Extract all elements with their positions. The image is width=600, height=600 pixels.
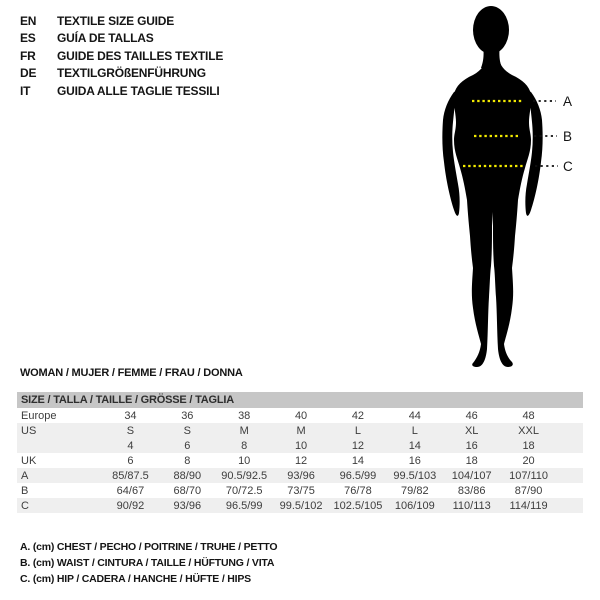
table-row <box>17 423 583 438</box>
table-cell: 34 <box>124 409 137 422</box>
row-label: Europe <box>21 409 57 422</box>
measure-label-a: A <box>563 94 573 109</box>
table-cell: 18 <box>465 454 478 467</box>
row-label: UK <box>21 454 37 467</box>
table-cell: 6 <box>184 439 191 452</box>
table-cell: S <box>126 424 135 437</box>
row-label: US <box>21 424 37 437</box>
table-cell: 90/92 <box>116 499 145 512</box>
table-cell: 10 <box>238 454 251 467</box>
language-row <box>20 83 223 100</box>
table-cell: 64/67 <box>116 484 145 497</box>
table-row <box>17 438 583 453</box>
size-table <box>17 392 583 513</box>
measure-legend-line: A. (cm) CHEST / PECHO / POITRINE / TRUHE / PETTO <box>20 541 278 553</box>
table-cell: 12 <box>351 439 365 452</box>
group-title: WOMAN / MUJER / FEMME / FRAU / DONNA <box>20 367 243 379</box>
table-cell: 70/72.5 <box>225 484 263 497</box>
woman-silhouette-figure <box>392 2 600 370</box>
table-cell: S <box>183 424 191 437</box>
table-cell: M <box>239 424 249 437</box>
table-cell: 48 <box>522 409 535 422</box>
table-cell: 6 <box>127 454 134 467</box>
language-code: FR <box>20 48 36 63</box>
table-cell: 12 <box>294 454 308 467</box>
table-row <box>17 453 583 468</box>
table-cell: 36 <box>181 409 194 422</box>
table-cell: XL <box>464 424 479 437</box>
row-label: B <box>21 484 29 497</box>
table-row <box>17 408 583 423</box>
table-cell: 16 <box>465 439 478 452</box>
table-cell: 96.5/99 <box>225 499 263 512</box>
table-row <box>17 483 583 498</box>
language-code: EN <box>20 14 37 28</box>
table-cell: 46 <box>465 409 478 422</box>
language-title: TEXTILE SIZE GUIDE <box>57 14 175 28</box>
table-cell: 20 <box>522 454 535 467</box>
language-title: GUIDE DES TAILLES TEXTILE <box>57 48 224 63</box>
language-row <box>20 65 223 82</box>
table-row <box>17 468 583 483</box>
table-cell: 10 <box>294 439 308 452</box>
table-cell: 73/75 <box>287 484 315 497</box>
woman-silhouette-icon <box>392 2 600 370</box>
language-row <box>20 13 223 30</box>
language-row <box>20 48 223 65</box>
table-cell: 104/107 <box>451 469 492 482</box>
table-cell: 79/82 <box>401 484 429 497</box>
language-row <box>20 30 223 47</box>
row-label: C <box>21 499 29 512</box>
table-cell: 99.5/102 <box>279 499 323 512</box>
table-cell: 102.5/105 <box>333 499 383 512</box>
size-table-body <box>17 408 583 513</box>
language-title-block <box>20 13 223 100</box>
language-code: DE <box>20 66 37 81</box>
table-cell: 93/96 <box>173 499 202 512</box>
table-cell: L <box>411 424 418 437</box>
table-cell: 114/119 <box>509 499 548 512</box>
language-title: TEXTILGRÖßENFÜHRUNG <box>57 66 206 81</box>
measure-legend <box>20 540 277 587</box>
table-cell: 106/109 <box>394 499 435 512</box>
table-cell: 16 <box>408 454 421 467</box>
table-row <box>17 498 583 513</box>
table-cell: 68/70 <box>173 484 202 497</box>
table-cell: 8 <box>241 439 248 452</box>
row-label: A <box>21 469 29 482</box>
table-cell: XXL <box>518 424 539 437</box>
measure-label-b: B <box>563 129 573 144</box>
table-cell: 90.5/92.5 <box>221 469 268 482</box>
table-cell: 93/96 <box>287 469 315 482</box>
measure-legend-line: C. (cm) HIP / CADERA / HANCHE / HÜFTE / HIPS <box>20 572 251 585</box>
measure-legend-line: B. (cm) WAIST / CINTURA / TAILLE / HÜFTUNG / VITA <box>20 556 275 569</box>
language-code: IT <box>20 83 31 98</box>
table-cell: 44 <box>408 409 421 422</box>
table-cell: 85/87.5 <box>112 469 149 482</box>
table-cell: 83/86 <box>457 484 486 497</box>
table-cell: 8 <box>184 454 191 467</box>
language-code: ES <box>20 31 36 46</box>
measure-label-c: C <box>563 159 573 174</box>
table-cell: 88/90 <box>173 469 202 482</box>
table-cell: 14 <box>408 439 421 452</box>
size-table-header: SIZE / TALLA / TAILLE / GRÖSSE / TAGLIA <box>17 392 583 408</box>
table-cell: 96.5/99 <box>339 469 377 482</box>
language-title: GUIDA ALLE TAGLIE TESSILI <box>57 83 220 98</box>
table-cell: 38 <box>238 409 251 422</box>
table-cell: 42 <box>351 409 365 422</box>
table-cell: 110/113 <box>452 499 491 512</box>
table-cell: 99.5/103 <box>393 469 437 482</box>
table-cell: 87/90 <box>514 484 543 497</box>
table-cell: L <box>354 424 361 437</box>
table-cell: 76/78 <box>344 484 372 497</box>
table-cell: 107/110 <box>509 469 549 482</box>
language-title: GUÍA DE TALLAS <box>57 31 154 46</box>
table-cell: 14 <box>351 454 365 467</box>
table-cell: M <box>296 424 306 437</box>
table-cell: 40 <box>294 409 308 422</box>
table-cell: 4 <box>127 439 134 452</box>
table-cell: 18 <box>522 439 535 452</box>
